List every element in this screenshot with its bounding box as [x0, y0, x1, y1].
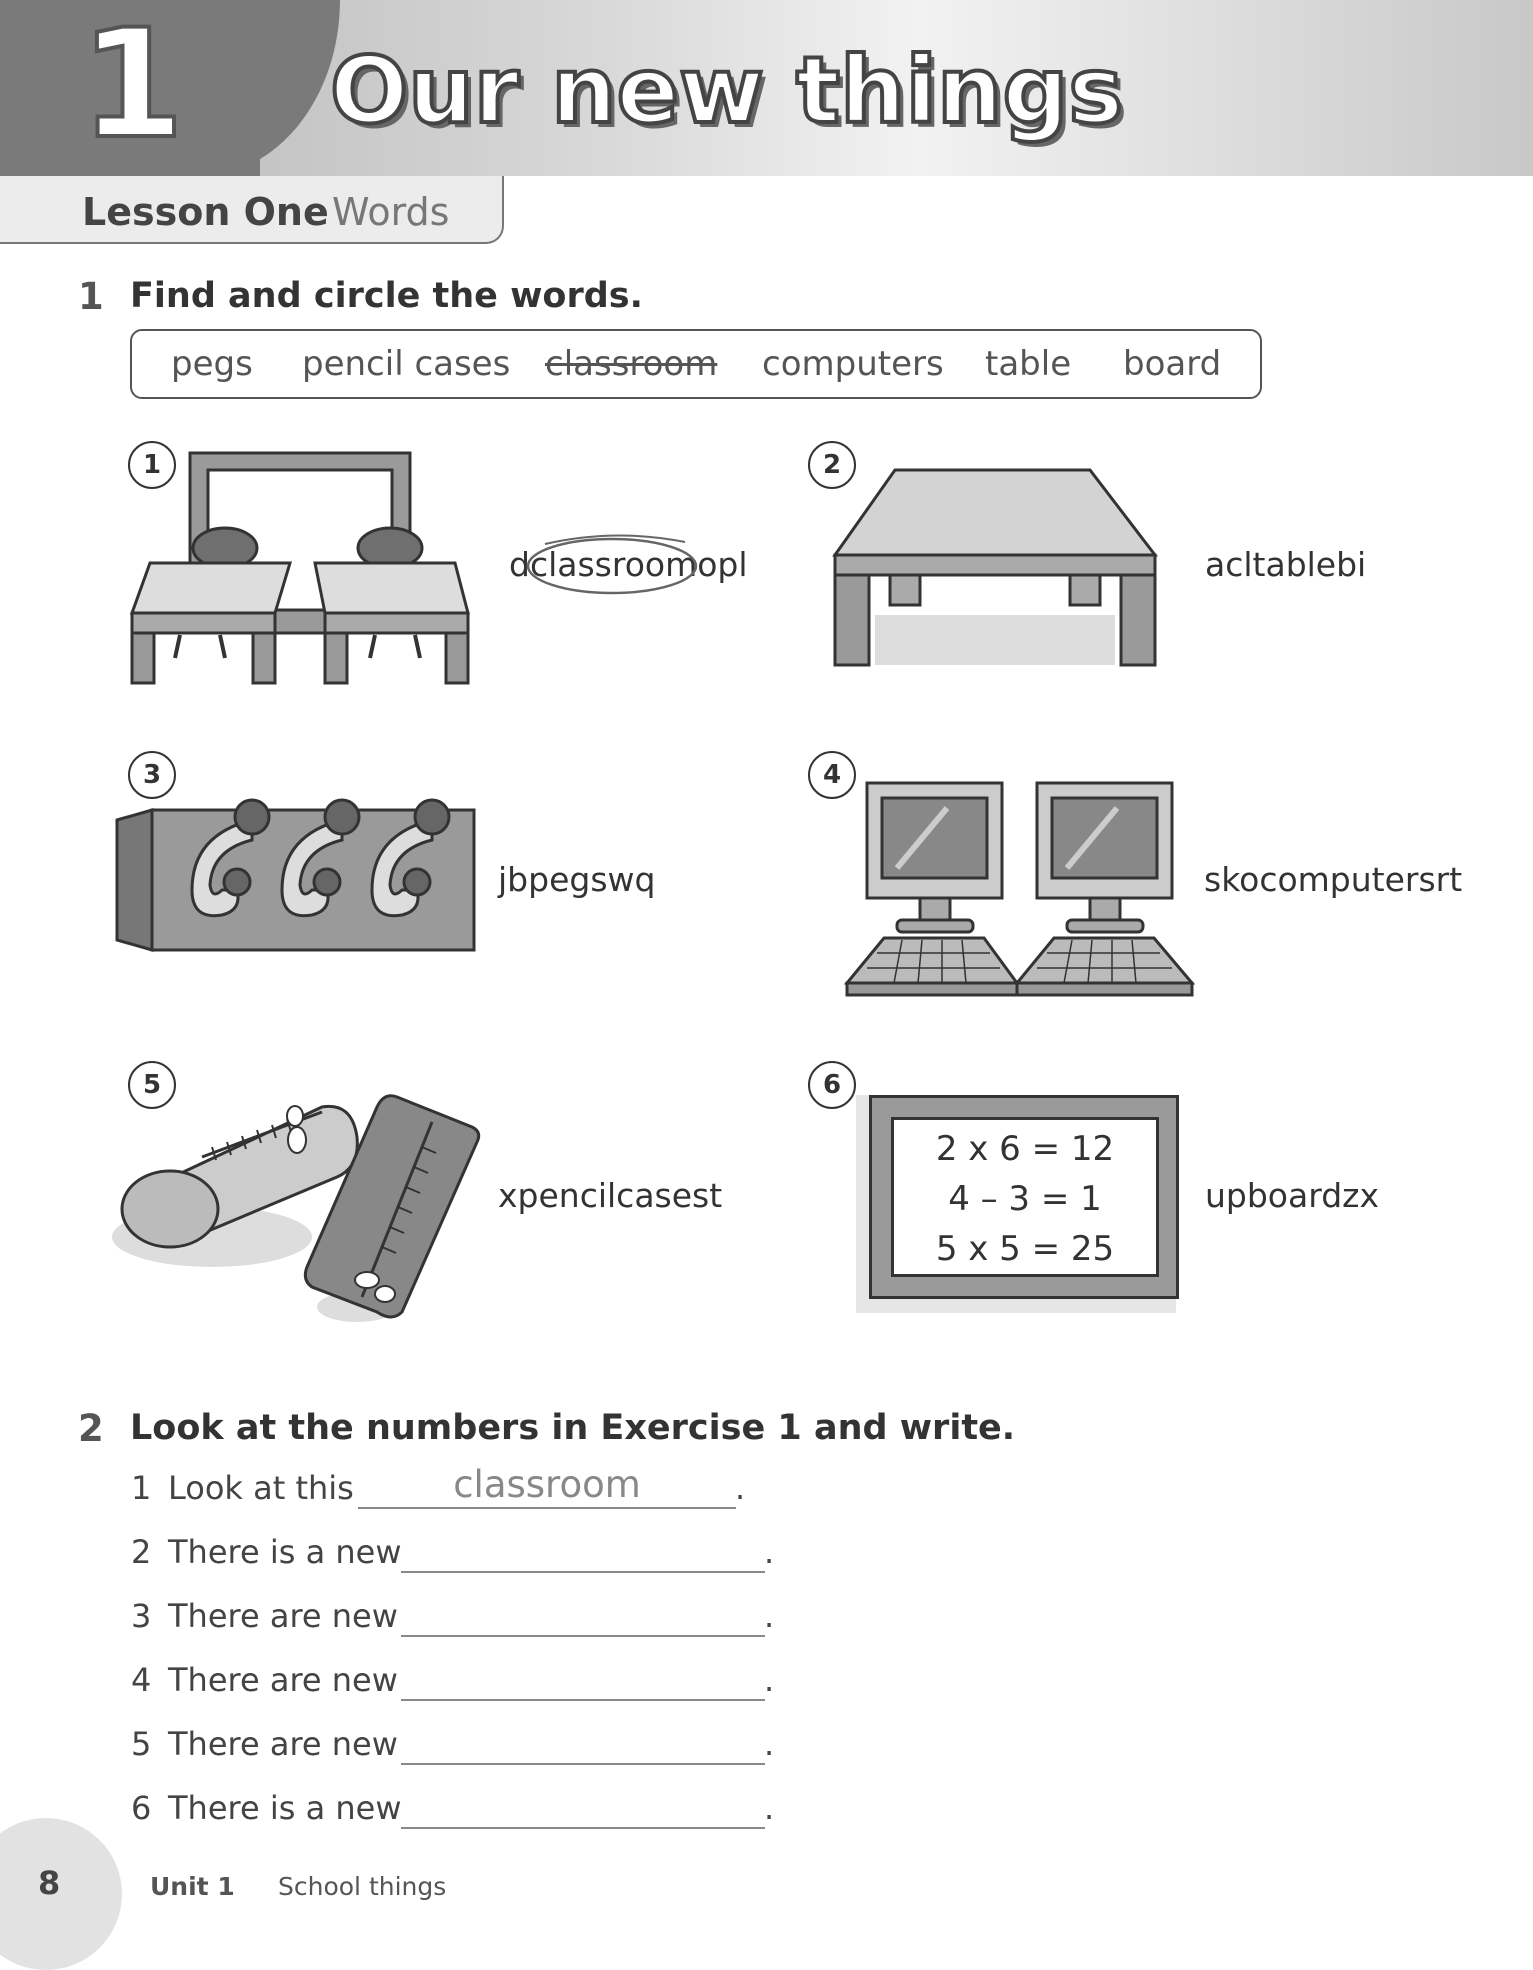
- sentence-text: Look at this: [168, 1469, 354, 1507]
- sentence-period: .: [735, 1469, 746, 1507]
- sentence-number: 1: [131, 1469, 152, 1507]
- word-bank-item: table: [985, 344, 1072, 384]
- letter-puzzle: skocomputersrt: [1204, 860, 1463, 899]
- answer-line[interactable]: [401, 1763, 765, 1765]
- word-bank-item: pencil cases: [302, 344, 511, 384]
- sentence-text: There are new: [168, 1725, 398, 1763]
- item-number: 5: [128, 1061, 176, 1109]
- answer-line[interactable]: [401, 1571, 765, 1573]
- coat-pegs-picture: [112, 795, 482, 960]
- sentence-number: 3: [131, 1597, 152, 1635]
- answer-circle-mark: [525, 530, 700, 598]
- pencil-cases-picture: [112, 1082, 487, 1327]
- page-number: 8: [38, 1864, 61, 1902]
- sentence-period: .: [764, 1533, 775, 1571]
- item-number: 1: [128, 441, 176, 489]
- sentence-period: .: [764, 1661, 775, 1699]
- exercise-1-number: 1: [78, 275, 104, 318]
- letter-puzzle: acltablebi: [1205, 545, 1367, 584]
- board-line: 5 x 5 = 25: [935, 1229, 1115, 1269]
- classroom-desks-picture: [120, 448, 480, 688]
- item-number: 2: [808, 441, 856, 489]
- item-number: 4: [808, 751, 856, 799]
- sentence-period: .: [764, 1725, 775, 1763]
- unit-title: Our new things: [330, 37, 1124, 144]
- sentence-number: 2: [131, 1533, 152, 1571]
- footer-topic: School things: [278, 1872, 447, 1901]
- exercise-2-title: Look at the numbers in Exercise 1 and write.: [130, 1408, 1016, 1448]
- answer-line[interactable]: [401, 1827, 765, 1829]
- sentence-number: 4: [131, 1661, 152, 1699]
- answer-line[interactable]: [401, 1635, 765, 1637]
- lesson-label: Lesson One: [82, 190, 329, 234]
- item-number: 6: [808, 1061, 856, 1109]
- sentence-text: There is a new: [168, 1533, 402, 1571]
- sentence-text: There is a new: [168, 1789, 402, 1827]
- exercise-1-title: Find and circle the words.: [130, 276, 643, 316]
- sentence-text: There are new: [168, 1661, 398, 1699]
- sentence-number: 5: [131, 1725, 152, 1763]
- page-corner: [0, 1818, 122, 1970]
- footer-unit: Unit 1: [150, 1872, 235, 1901]
- unit-number: 1: [80, 0, 185, 172]
- word-bank-item: computers: [762, 344, 944, 384]
- computers-picture: [842, 778, 1197, 1003]
- item-number: 3: [128, 751, 176, 799]
- board-line: 2 x 6 = 12: [935, 1129, 1115, 1169]
- sentence-number: 6: [131, 1789, 152, 1827]
- lesson-type: Words: [332, 190, 450, 234]
- board-line: 4 – 3 = 1: [948, 1179, 1102, 1219]
- sentence-text: There are new: [168, 1597, 398, 1635]
- letter-puzzle: jbpegswq: [498, 860, 656, 899]
- word-bank-item: pegs: [171, 344, 253, 384]
- word-bank-item: board: [1123, 344, 1222, 384]
- letter-puzzle: dclassroomopl: [509, 545, 748, 584]
- letter-puzzle: xpencilcasest: [498, 1176, 723, 1215]
- word-bank-item-crossed: classroom: [545, 344, 718, 384]
- sentence-period: .: [764, 1597, 775, 1635]
- exercise-2-number: 2: [78, 1407, 104, 1450]
- answer-line[interactable]: [401, 1699, 765, 1701]
- whiteboard-writing: [891, 1124, 1159, 1274]
- answer-text: classroom: [453, 1463, 641, 1506]
- table-picture: [830, 465, 1160, 675]
- letter-puzzle: upboardzx: [1205, 1176, 1380, 1215]
- answer-line[interactable]: [358, 1507, 736, 1509]
- sentence-period: .: [764, 1789, 775, 1827]
